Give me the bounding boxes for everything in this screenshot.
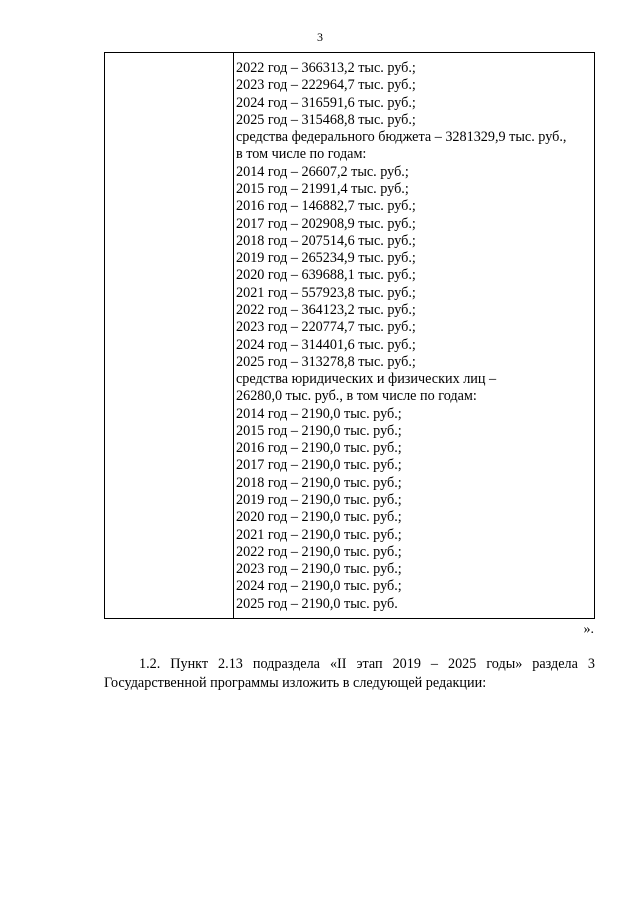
table-line: средства федерального бюджета – 3281329,9 тыс. руб.,	[236, 129, 567, 146]
amendment-paragraph: 1.2. Пункт 2.13 подраздела «II этап 2019 – 2025 годы» раздела 3 Государственной программы изложить в следующей редакции:	[104, 656, 595, 691]
table-line: 2024 год – 316591,6 тыс. руб.;	[236, 94, 416, 111]
funding-table	[104, 52, 595, 619]
table-line: 2024 год – 2190,0 тыс. руб.;	[236, 578, 402, 595]
table-line: 26280,0 тыс. руб., в том числе по годам:	[236, 388, 477, 405]
table-line: 2024 год – 314401,6 тыс. руб.;	[236, 336, 416, 353]
table-line: 2021 год – 2190,0 тыс. руб.;	[236, 526, 402, 543]
table-line: 2015 год – 21991,4 тыс. руб.;	[236, 180, 409, 197]
closing-quote: ».	[583, 622, 594, 637]
table-line: 2022 год – 366313,2 тыс. руб.;	[236, 60, 416, 76]
table-line: 2023 год – 220774,7 тыс. руб.;	[236, 319, 416, 336]
table-line: 2016 год – 146882,7 тыс. руб.;	[236, 198, 416, 215]
table-line: 2021 год – 557923,8 тыс. руб.;	[236, 284, 416, 301]
table-line: 2019 год – 2190,0 тыс. руб.;	[236, 492, 402, 509]
table-line: в том числе по годам:	[236, 146, 367, 163]
table-line: 2018 год – 2190,0 тыс. руб.;	[236, 474, 402, 491]
table-line: 2023 год – 222964,7 тыс. руб.;	[236, 77, 416, 94]
page-number: 3	[317, 30, 323, 44]
table-line: 2025 год – 313278,8 тыс. руб.;	[236, 353, 416, 370]
table-line: 2022 год – 364123,2 тыс. руб.;	[236, 301, 416, 318]
table-line: 2020 год – 2190,0 тыс. руб.;	[236, 509, 402, 526]
table-line: 2020 год – 639688,1 тыс. руб.;	[236, 267, 416, 284]
table-line: 2023 год – 2190,0 тыс. руб.;	[236, 561, 402, 578]
table-line: 2025 год – 315468,8 тыс. руб.;	[236, 111, 416, 128]
table-line: средства юридических и физических лиц –	[236, 371, 497, 388]
table-line: 2018 год – 207514,6 тыс. руб.;	[236, 232, 416, 249]
table-line: 2014 год – 26607,2 тыс. руб.;	[236, 163, 409, 180]
funding-value-list	[236, 60, 566, 613]
table-line: 2017 год – 202908,9 тыс. руб.;	[236, 215, 416, 232]
table-line: 2025 год – 2190,0 тыс. руб.	[236, 595, 398, 612]
table-line: 2017 год – 2190,0 тыс. руб.;	[236, 457, 402, 474]
table-column-divider	[233, 53, 234, 618]
table-line: 2014 год – 2190,0 тыс. руб.;	[236, 405, 402, 422]
table-line: 2016 год – 2190,0 тыс. руб.;	[236, 440, 402, 457]
table-line: 2022 год – 2190,0 тыс. руб.;	[236, 543, 402, 560]
table-line: 2015 год – 2190,0 тыс. руб.;	[236, 422, 402, 439]
table-line: 2019 год – 265234,9 тыс. руб.;	[236, 250, 416, 267]
